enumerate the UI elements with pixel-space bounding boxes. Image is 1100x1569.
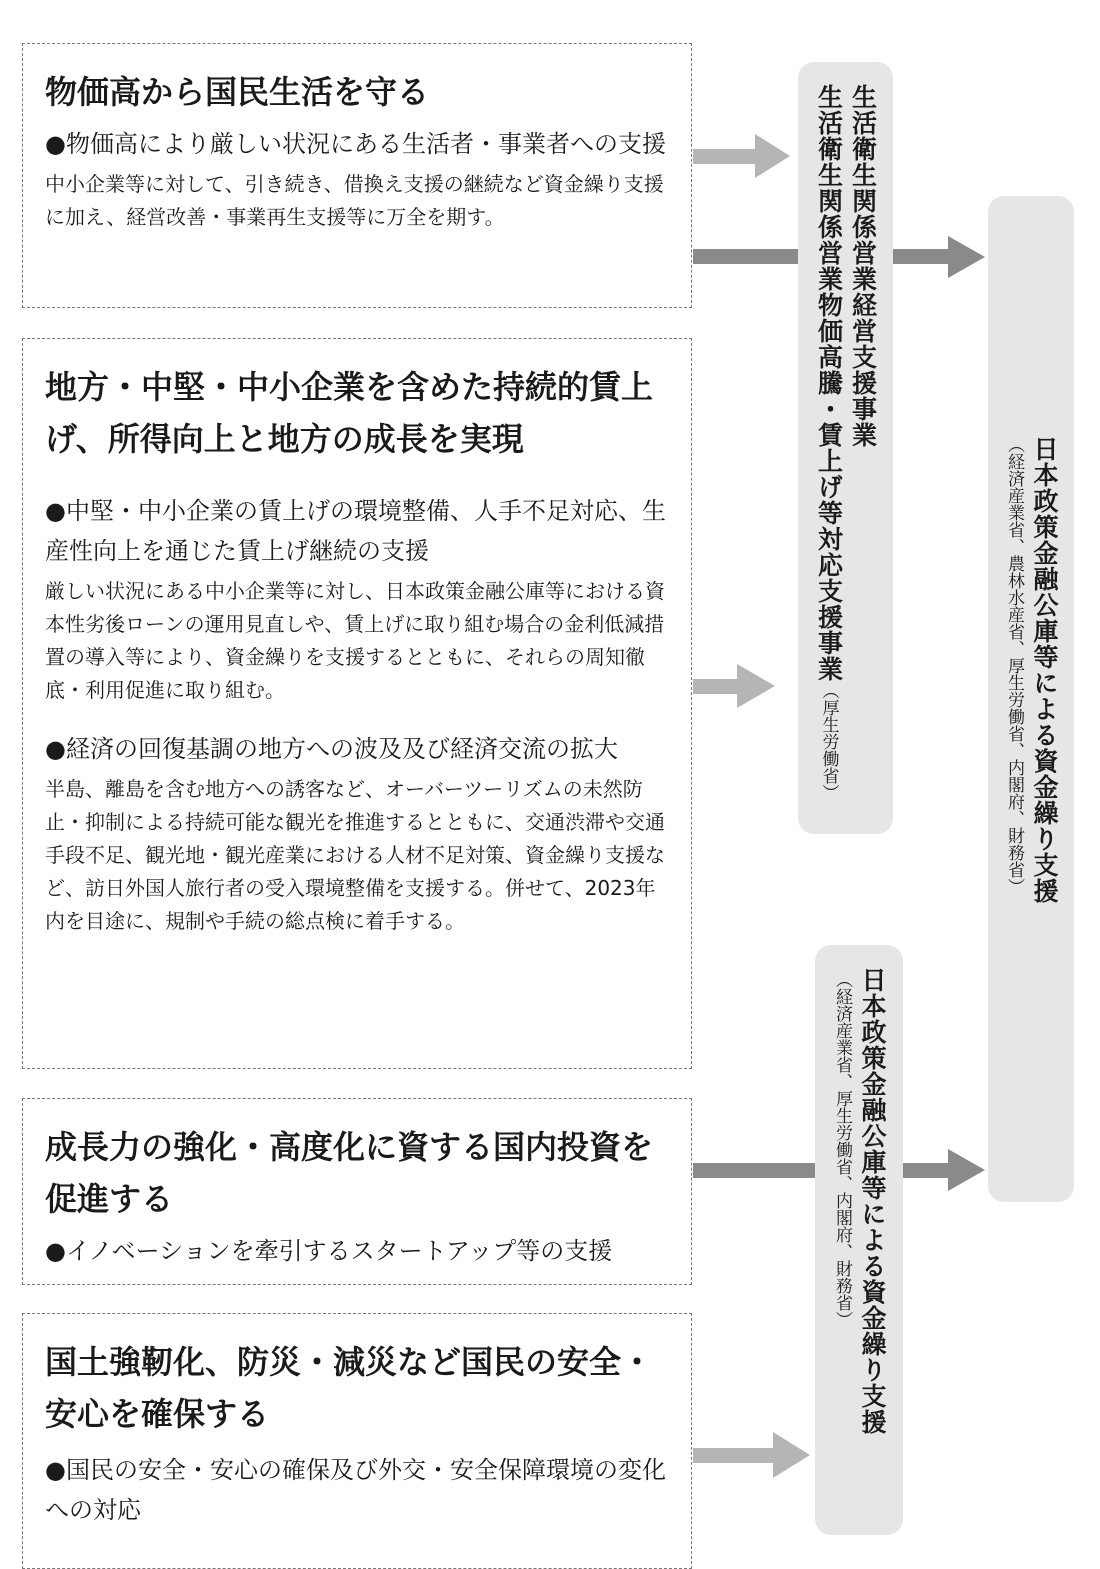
jfc-right-ministry: （経済産業省、農林水産省、厚生労働省、内閣府、財務省） — [1004, 436, 1024, 895]
policy-bullet: ● 経済の回復基調の地方への波及及び経済交流の拡大 — [45, 729, 671, 769]
policy-bullet: ● 物価高により厳しい状況にある生活者・事業者への支援 — [45, 124, 671, 164]
policy-bullet: ● イノベーションを牽引するスタートアップ等の支援 — [45, 1231, 671, 1271]
health-support-line1: 生活衛生関係営業経営支援事業 — [848, 84, 878, 448]
policy-bullet: ● 国民の安全・安心の確保及び外交・安全保障環境の変化への対応 — [45, 1450, 671, 1530]
health-support-panel — [798, 62, 893, 834]
policy-description: 中小企業等に対して、引き続き、借換え支援の継続など資金繰り支援に加え、経営改善・事業再生支援等に万全を期す。 — [45, 172, 664, 229]
health-support-line2: 生活衛生関係営業物価高騰・賃上げ等対応支援事業 — [814, 84, 844, 682]
policy-title: 成長力の強化・高度化に資する国内投資を促進する — [45, 1128, 654, 1218]
policy-description: 厳しい状況にある中小企業等に対し、日本政策金融公庫等における資本性劣後ローンの運用見直しや、賃上げに取り組む場合の金利低減措置の導入等により、資金繰りを支援するとともに、それらの周知徹底・利用促進に取り組む。 — [45, 579, 665, 702]
health-support-ministry: （厚生労働省） — [818, 682, 839, 801]
jfc-lower-panel — [815, 945, 903, 1535]
arrow-box2-to-health-panel — [693, 664, 775, 708]
policy-bullet: ● 中堅・中小企業の賃上げの環境整備、人手不足対応、生産性向上を通じた賃上げ継続の支援 — [45, 491, 671, 571]
jfc-right-title: 日本政策金融公庫等による資金繰り支援 — [1030, 436, 1059, 904]
policy-title: 地方・中堅・中小企業を含めた持続的賃上げ、所得向上と地方の成長を実現 — [45, 368, 654, 458]
policy-title: 国土強靭化、防災・減災など国民の安全・安心を確保する — [45, 1343, 654, 1433]
arrow-box4-to-jfc-panel — [693, 1432, 810, 1478]
policy-title: 物価高から国民生活を守る — [45, 73, 430, 111]
arrow-box1-to-health-panel — [693, 134, 790, 178]
jfc-lower-title: 日本政策金融公庫等による資金繰り支援 — [858, 967, 887, 1435]
jfc-lower-ministry: （経済産業省、厚生労働省、内閣府、財務省） — [832, 971, 852, 1328]
jfc-right-panel — [988, 196, 1074, 1202]
policy-description: 半島、離島を含む地方への誘客など、オーバーツーリズムの未然防止・抑制による持続可能な観光を推進するとともに、交通渋滞や交通手段不足、観光地・観光産業における人材不足対策、資金繰り支援など、訪日外国人旅行者の受入環境整備を支援する。併せて、2023年内を目途に、規制や手続の総点検に着手する。 — [45, 777, 665, 933]
